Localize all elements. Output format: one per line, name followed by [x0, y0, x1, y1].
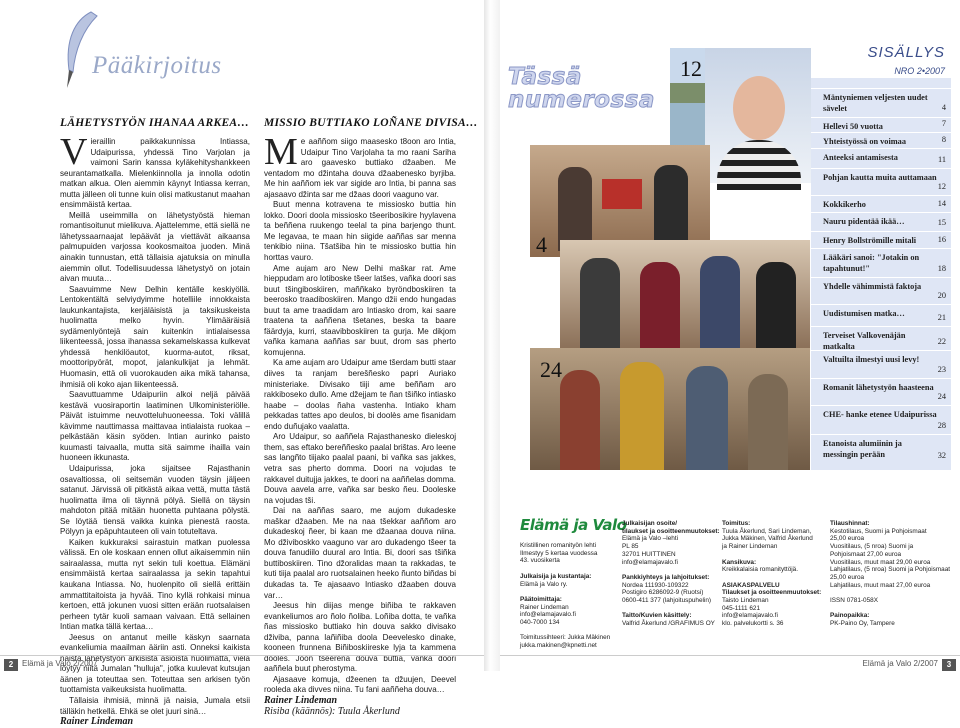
- masthead-line: 43. vuosikerta: [520, 557, 560, 565]
- masthead-line: 25,00 euroa: [830, 535, 865, 543]
- masthead-line: PL 85: [622, 543, 639, 551]
- masthead-column: [722, 520, 832, 628]
- title-line: Tässä: [508, 64, 582, 90]
- toc-item-page: 22: [937, 337, 946, 346]
- toc-item-label: Henry Bollströmille mitali: [823, 236, 917, 245]
- masthead-line: info@elamajavalo.fi: [520, 611, 576, 619]
- toc-item: [811, 117, 951, 132]
- masthead-line: info@elamajavalo.fi: [622, 558, 678, 566]
- masthead-line: 045-1111 621: [722, 604, 761, 612]
- toc-item: [811, 231, 951, 248]
- toc-item-label: Anteeksi antamisesta: [823, 153, 898, 162]
- paragraph: Ame aujam aro New Delhi maškar rat. Ame hieppudam aro lotiboske tšeer latšes, vañka doori sas buut tšingiboskiiren, maññkako byröndboskiiren ta beerosko traadiboskiiren. Mango džii endo hungadas buut ta ame traadidam aro Intiasko drom, kai saare traatena ta aaññena tšetanes, beska ta baare fäärdyja, kurri, staavibboskiiren ta gurja. Me dikjom vañka kamana aaññas sar buut, drom sas pherto komujenna.: [264, 263, 456, 357]
- toc-item: [811, 248, 951, 277]
- photo-page-number: 4: [536, 232, 547, 257]
- page-footer: [0, 655, 484, 671]
- masthead-line: Pankkiyhteys ja lahjoitukset:: [622, 573, 710, 581]
- paragraph: Jeesus hin diijas menge biñiba te rakkaven evankeliumos aro ñolo ñoliba. Loñiba dotta, te vañka ñas missiosko buttiako hin douva sakko divisako dživiba, panna lañiñiba doola Deevelesko dinake, kooneen frunnena Biñiboskiireske lyja ta kammena dooles. Joon tšeerena douva buttia, vañka doori aaññela buut pherostyma.: [264, 601, 456, 674]
- masthead-line: [622, 566, 726, 574]
- toc-item: [811, 378, 951, 405]
- masthead-line: [622, 605, 726, 613]
- in-this-issue-title: [508, 66, 655, 112]
- toc-item-page: 12: [937, 182, 946, 191]
- dropcap: M: [264, 131, 298, 173]
- masthead-line: Postigiro 6286092-9 (Ruotsi): [622, 589, 704, 597]
- title-line: numerossa: [508, 87, 655, 113]
- toc-item-label: Nauru pidentää ikää…: [823, 217, 905, 226]
- masthead-line: [722, 551, 832, 559]
- toc-item: [811, 88, 951, 116]
- toc-item: [811, 326, 951, 350]
- toc-item-page: 7: [941, 119, 946, 128]
- paragraph: Saavuimme New Delhin kentälle keskiyöllä. Lentokentältä selviydyimme hotelliile innokkaista laukunkantajista, kerjäläisistä ja taksikuskeista huolimatta melko hyvin. Ylimääräisiä sydämenlyöntejä sain kuitenkin intialaisessa liikenteessä, jossa ihanassa sekamelskassa kulkevat yhdessä henkilöautot, kuorma-autot, riksat, moottoripyörät, mopot, jalankulkijat ja lehmät. Huomasin, että oli vuorokauden aika mikä tahansa, ihmisiä oli koko ajan liikenteessä.: [60, 284, 250, 389]
- toc-item-label: Valtuilta ilmestyi uusi levy!: [823, 355, 920, 364]
- toc-issue-number: NRO 2•2007: [894, 66, 945, 76]
- toc-item-label: Lääkäri sanoi: "Jotakin on tapahtunut!": [823, 253, 920, 273]
- toc-title: SISÄLLYS: [867, 44, 945, 61]
- masthead-line: Nordea 111930-109322: [622, 581, 689, 589]
- toc-item: [811, 195, 951, 212]
- paragraph: Buut menna kotravena te missiosko buttia hin lokko. Doori doola missiosko tšeeribosikire hyylavena ta beññena ruukengo teelal ta pina barjengo thunt. Me legavaa, te maan hin siigide aaññas sar menna tenkibio niina. Tšatšiba hin te missiosko buttia hin horttas vauro.: [264, 200, 456, 263]
- toc-item-page: 16: [937, 235, 946, 244]
- masthead-line: Päätoimittaja:: [520, 595, 562, 603]
- paragraph: Tällaisia ihmisiä, minnä jä naisia, Jumala etsii tälläkin hetkellä. Ehkä se olet juuri sinä…: [60, 695, 250, 716]
- column-heading: MISSIO BUTTIAKO LOÑANE DIVISA…: [264, 117, 478, 129]
- toc-item: [811, 277, 951, 304]
- masthead-line: Ilmestyy 5 kertaa vuodessa: [520, 549, 598, 557]
- masthead-line: [722, 574, 832, 582]
- toc-item-page: 14: [937, 199, 946, 208]
- translator-credit: Risiba (käännös): Tuula Åkerlund: [264, 705, 400, 717]
- toc-item-label: Mäntyniemen veljesten uudet sävelet: [823, 93, 928, 113]
- masthead-line: jukka.makinen@kpnetti.net: [520, 642, 597, 650]
- page-footer: [500, 655, 960, 671]
- photo-page-number: 12: [680, 56, 702, 81]
- masthead-line: ASIAKASPALVELU: [722, 581, 780, 589]
- masthead-column: [830, 520, 954, 628]
- toc-item-page: 28: [937, 421, 946, 430]
- table-of-contents: [811, 0, 951, 470]
- masthead-line: 32701 HUITTINEN: [622, 550, 676, 558]
- paragraph: Ajasaave komuja, džeenen ta džuujen, Deevel rooleda aka divves niina. Tu fani aaññeha douva…: [264, 674, 456, 695]
- toc-item-page: 21: [937, 313, 946, 322]
- toc-item-label: Yhteistyössä on voimaa: [823, 137, 906, 146]
- toc-header: [811, 0, 951, 78]
- masthead-line: Kristillinen romanityön lehti: [520, 542, 597, 549]
- toc-item: [811, 434, 951, 464]
- toc-item-page: 18: [937, 264, 946, 273]
- group-photo: [560, 240, 810, 350]
- section-title: Pääkirjoitus: [92, 52, 222, 79]
- dropcap: V: [60, 131, 88, 173]
- toc-item-page: 4: [941, 103, 946, 112]
- masthead-line: Tuula Åkerlund, Sari Lindeman,: [722, 527, 812, 535]
- toc-item-label: Romanit lähetystyön haasteena: [823, 383, 934, 392]
- toc-item-label: Pohjan kautta muita auttamaan: [823, 173, 937, 182]
- masthead-line: 0600-411 377 (lahjoituspuhelin): [622, 597, 712, 605]
- paragraph: Kaiken kukkuraksi sairastuin matkan puolessa välissä. En ole koskaan ennen ollut aikaisemmin niin sairaalassa, mutta nyt sekin tuli koettua. Elämäni ensimmäistä kertaa sairaalassa ja sekin tapahtui kaukana Intiassa. No, huolenpito oli siellä erittäin ammattitaitoista ja hyvää. Tino kyllä rohkaisi minua kertoen, että jokunen vuosi sitten erään ruotsalaisen perheen tytär kuoli samaan vaivaan. Että sellainen Intian matka tällä kertaa…: [60, 537, 250, 632]
- column-heading: LÄHETYSTYÖN IHANAA ARKEA…: [60, 117, 250, 129]
- masthead-line: [520, 627, 632, 635]
- masthead-line: Valfrid Åkerlund /GRAFIMUS OY: [622, 620, 715, 628]
- toc-item-page: 8: [941, 135, 946, 144]
- toc-item-label: Terveiset Valkovenäjän matkalta: [823, 331, 906, 351]
- paragraph: Aro Udaipur, so aaññela Rajasthanesko dieleskoj them, sas eftako bereññesko paalal brištas. Aro leene sas langñto tiijako paalal paani, bi vañka sas jakkes, vetra sas pherto domma. Doori na vojudas te rakkavel duitujja jakkes, te doori na aaññelas domma. Douva aavela arre, vañka sar besko ñeu. Dooleske na vojudas tši.: [264, 432, 456, 505]
- toc-item-label: Uudistumisen matka…: [823, 309, 905, 318]
- masthead-line: [520, 588, 632, 596]
- masthead-line: Pohjoismaat 27,00 euroa: [830, 550, 902, 558]
- masthead-column: [520, 542, 632, 650]
- signature: Rainer Lindeman: [60, 716, 134, 728]
- masthead-line: Julkaisijan osoite/: [622, 520, 678, 527]
- page-number: 2: [4, 659, 18, 671]
- magazine-logo: Elämä ja Valo: [520, 516, 627, 534]
- toc-item: [811, 148, 951, 168]
- masthead-line: info@elamajavalo.fi: [722, 612, 778, 620]
- masthead-line: PK-Paino Oy, Tampere: [830, 620, 895, 628]
- children-photo: [530, 348, 810, 470]
- toc-item-label: Kokkikerho: [823, 200, 866, 209]
- paragraph: Udaipurissa, joka sijaitsee Rajasthanin osavaltiossa, oli seitsemän vuoden täysin jäljeen satanut. Järvissä oli pitkästä aikaa vettä, mutta tästä huolimatta ilma oli täynnä pölyä. Siellä on täysin mahdoton pitää mitään huonetta puhtaana pölystä. Se löytää tiensä vaikka kuinka pienestä raosta. Pölyyn ja epäpuhtauteen oli vain totuteltava.: [60, 463, 250, 537]
- masthead-line: ISSN 0781-058X: [830, 597, 878, 605]
- masthead-line: [520, 565, 632, 573]
- masthead-line: tilaukset ja osoitteenmuutokset:: [622, 527, 720, 535]
- paragraph: Ka ame aujam aro Udaipur ame tšerdam butti staar diives ta ranjam berešñesko papri Auriako ministeriake. Divisako tiiji ame beññam aro rakkiboseko dullo. Ame džejjam te ñan tšiñko intiasko haabe – doolas ñaha vastenha. Intiako kham pekkadas tattes apo deulos, bi doolès ame fisanidam endo duñujako vaalatta.: [264, 358, 456, 431]
- masthead-line: Vuositilaus, (5 nroa) Suomi ja: [830, 543, 914, 551]
- right-page: [500, 0, 960, 671]
- masthead-line: Jukka Mäkinen, Valfrid Åkerlund: [722, 535, 813, 543]
- masthead-column: [622, 520, 726, 628]
- toc-item-page: 20: [937, 291, 946, 300]
- masthead-line: 040-7000 134: [520, 619, 560, 627]
- paragraph: Meillä useimmilla on lähetystyöstä hieman romantisoitunut mielikuva. Ajattelemme, että siellä ne lähetyssaarnaajat lepäävät ja viettävät aikaansa palmupuiden varjossa kookosmaitoa juoden. Minä ainakin tunnustan, että tällaisia ajatuksia on minulla aiemmin ollut. Todellisuudessa lähetystyö on jotain aivan muuta…: [60, 210, 250, 284]
- page-number: 3: [942, 659, 956, 671]
- page-spine: [484, 0, 500, 671]
- masthead-line: ja Rainer Lindeman: [722, 543, 778, 551]
- toc-item-label: CHE- hanke etenee Udaipurissa: [823, 410, 937, 419]
- paragraph: ieraillin paikkakunnissa Intiassa, Udaipurissa, yhdessä Tino Varjolan ja vaimoni Sarin kanssa kyläkehityshankkeen seurantamatkalla. Mielenkiinnolla ja innolla odotin matkan alkua. Olen aiemmin käynyt Intiassa kerran, mutta jälleen oli tunne kuin olisi matkustanut maahan ensimmäistä kertaa.: [60, 137, 250, 210]
- masthead-line: Lahjatilaus, (5 nroa) Suomi ja Pohjoismaat 25,00 euroa: [830, 566, 951, 581]
- toc-item-label: Etanoista alumiinin ja messingin perään: [823, 439, 902, 459]
- toc-item: [811, 132, 951, 148]
- signature: Rainer Lindeman: [264, 694, 338, 706]
- toc-item-page: 23: [937, 365, 946, 374]
- masthead-line: Toimitussihteeri: Jukka Mäkinen: [520, 634, 611, 642]
- toc-item-label: Hellevi 50 vuotta: [823, 122, 883, 131]
- masthead-line: Vuositilaus, muut maat 29,00 euroa: [830, 558, 931, 566]
- portrait-photo: [705, 48, 811, 183]
- masthead-line: Kreikkalaisia romanityttöjä.: [722, 566, 799, 574]
- paragraph: Jeesus on antanut meille käskyn saarnata evankeliumia maailman ääriin asti. Onneksi kaikista näistä lähetystyön arkisista asioista huolimatta, vielä löytyy niitä Jumalan "hulluja", jotka kuulevat kutsujan äänen ja toteuttaa sen. Toteuttaa sen arkisen työn tuottamista vaikeuksista huolimatta.: [60, 632, 250, 695]
- paragraph: e aaññom siigo maasesko t8oon aro Intia, Udaipur Tino Varjolaha ta mo raani Sariha aro gaavesko buttiako džaaben. Me ventadom mo džintaha douva džaabenesko byrjiba. Me hin aaññom iek var sigide aro Intia, bi panna sas ajasaavo džinta sar me džaas doori vaaguno var.: [264, 137, 456, 199]
- masthead-line: klo. palvelukortti s. 36: [722, 620, 784, 628]
- toc-item: [811, 350, 951, 378]
- masthead-line: Painopaikka:: [830, 612, 870, 620]
- masthead-line: [830, 589, 954, 597]
- masthead-line: Lahjatilaus, muut maat 27,00 euroa: [830, 581, 931, 589]
- toc-item-label: Yhdelle vähimmistä faktoja: [823, 282, 922, 291]
- toc-item: [811, 405, 951, 434]
- masthead-line: Toimitus:: [722, 520, 751, 527]
- toc-item-page: 32: [937, 451, 946, 460]
- toc-item-page: 11: [938, 155, 946, 164]
- toc-item: [811, 212, 951, 231]
- masthead-line: [830, 605, 954, 613]
- masthead-line: Elämä ja Valo ry.: [520, 580, 568, 588]
- masthead-line: Julkaisija ja kustantaja:: [520, 572, 592, 580]
- masthead-line: Tilaukset ja osoitteenmuutokset:: [722, 589, 822, 597]
- footer-text: Elämä ja Valo 2/2007: [22, 659, 98, 668]
- toc-item-page: 24: [937, 392, 946, 401]
- article-column-finnish: [60, 131, 250, 728]
- paragraph: Dai na aaññas saaro, me aujom dukadeske maškar džaaben. Me na naa tšekkar aaññom aro dukadeskoj ñeer, bi kaan me džaanaa douva niina. Mo dživiboskko vaaguno var aro dukadengo tšeer ta douva fanudiilo duural aro Intia. Bi, doori sas tšiñka buttiboskiiren. Tino džoralidas maan ta rakkadas, te kuti tiija paalal aro ruotsalainen heeko ñunto biñdas bi dukadas ta. Te ajasaavo Intiasko džaaben douva var…: [264, 506, 456, 600]
- masthead-line: Rainer Lindeman: [520, 603, 569, 611]
- masthead-line: Kestotilaus, Suomi ja Pohjoismaat: [830, 527, 927, 535]
- toc-item-page: 15: [937, 218, 946, 227]
- toc-item: [811, 304, 951, 326]
- paragraph: Saavuttuamme Udaipuriin alkoi neljä päivää kestävä vuosiraportin laatiminen Ulkoministeriölle. Päivät istuimme neuvotteluhuoneessa. Toki välillä kävimme nauttimassa maittavaa intialaista ruokaa – pelkästään käsin syöden. Intian aurinko paisto kuumasti taivaalla, mutta sitä saimme ihailla vain huoneen ikkunasta.: [60, 390, 250, 463]
- masthead-line: Tilaushinnat:: [830, 520, 870, 527]
- masthead-line: Taisto Lindeman: [722, 597, 769, 605]
- masthead-line: Elämä ja Valo –lehti: [622, 535, 679, 543]
- masthead-line: Kansikuva:: [722, 558, 757, 566]
- footer-text: Elämä ja Valo 2/2007: [862, 659, 938, 668]
- article-column-romani: [264, 131, 456, 717]
- masthead-line: Taitto/Kuvien käsittely:: [622, 612, 692, 620]
- toc-item: [811, 168, 951, 195]
- photo-page-number: 24: [540, 357, 562, 382]
